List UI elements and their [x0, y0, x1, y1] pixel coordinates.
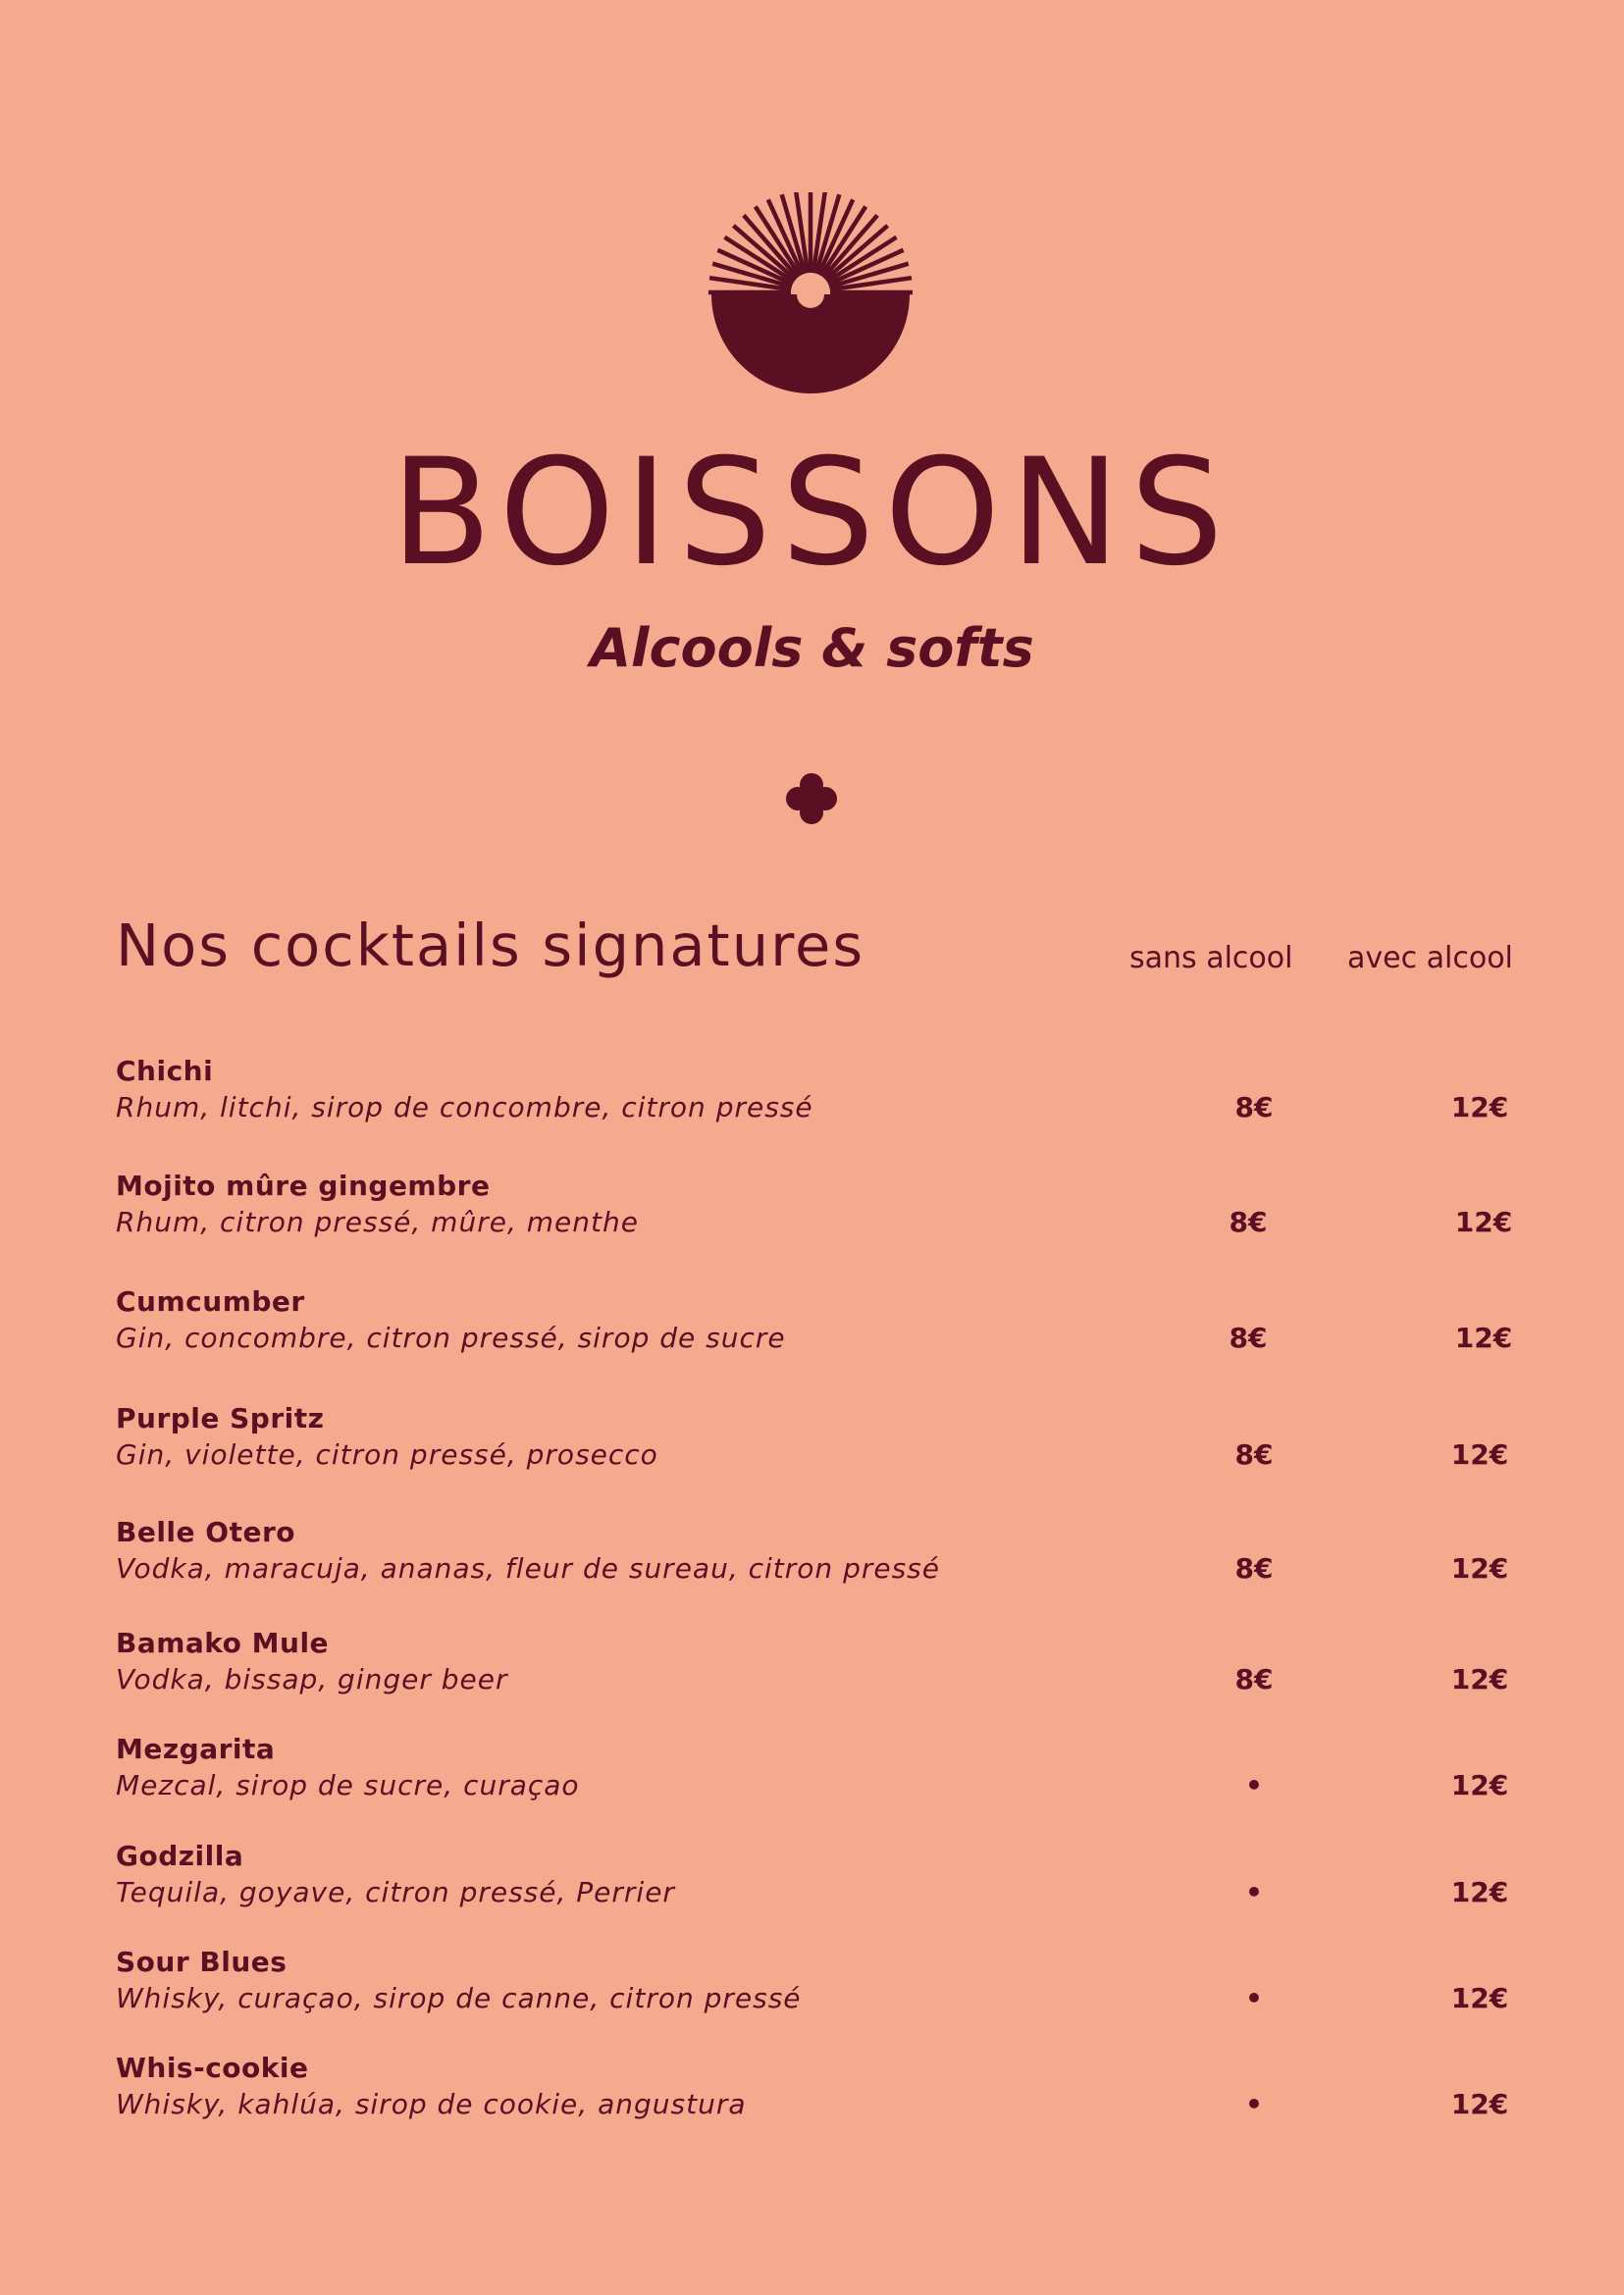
price-avec-alcool: 12€: [1450, 2088, 1509, 2120]
price-avec-alcool: 12€: [1450, 1982, 1509, 2014]
cocktail-ingredients: Rhum, citron pressé, mûre, menthe: [116, 1206, 639, 1238]
cocktail-name: Belle Otero: [116, 1516, 295, 1548]
cocktail-name: Bamako Mule: [116, 1627, 330, 1659]
column-header-avec-alcool: avec alcool: [1347, 941, 1513, 975]
cocktail-ingredients: Vodka, maracuja, ananas, fleur de sureau, citron pressé: [116, 1552, 940, 1585]
cocktail-name: Godzilla: [116, 1840, 244, 1872]
sunrise-logo-icon: [707, 192, 914, 398]
price-sans-alcool: 8€: [1229, 1206, 1268, 1238]
cocktail-ingredients: Gin, concombre, citron pressé, sirop de sucre: [116, 1322, 786, 1354]
menu-item: [0, 1627, 1624, 1705]
cocktail-ingredients: Gin, violette, citron pressé, prosecco: [116, 1438, 658, 1471]
price-sans-alcool: 8€: [1234, 1663, 1274, 1695]
menu-item: [0, 1840, 1624, 1918]
cocktail-ingredients: Vodka, bissap, ginger beer: [116, 1663, 508, 1695]
price-avec-alcool: 12€: [1454, 1322, 1513, 1354]
cocktail-name: Mezgarita: [116, 1733, 276, 1765]
cocktail-name: Sour Blues: [116, 1946, 288, 1978]
price-sans-alcool: 8€: [1234, 1438, 1274, 1471]
cocktail-name: Whis-cookie: [116, 2052, 309, 2084]
cocktail-ingredients: Rhum, litchi, sirop de concombre, citron pressé: [116, 1091, 813, 1123]
price-avec-alcool: 12€: [1454, 1206, 1513, 1238]
cocktail-name: Mojito mûre gingembre: [116, 1170, 491, 1202]
price-sans-alcool: 8€: [1234, 1552, 1274, 1585]
cocktail-name: Chichi: [116, 1055, 214, 1087]
page-subtitle: Alcools & softs: [590, 617, 1034, 679]
menu-item: [0, 1516, 1624, 1594]
price-sans-alcool: •: [1245, 1769, 1263, 1801]
price-avec-alcool: 12€: [1450, 1663, 1509, 1695]
price-sans-alcool: •: [1245, 1876, 1263, 1908]
cocktail-ingredients: Tequila, goyave, citron pressé, Perrier: [116, 1876, 675, 1908]
page-title: BOISSONS: [391, 428, 1233, 599]
cocktail-name: Cumcumber: [116, 1285, 305, 1318]
column-header-sans-alcool: sans alcool: [1129, 941, 1293, 975]
menu-item: [0, 1402, 1624, 1481]
cocktail-ingredients: Mezcal, sirop de sucre, curaçao: [116, 1769, 580, 1801]
price-avec-alcool: 12€: [1450, 1438, 1509, 1471]
menu-item: [0, 1170, 1624, 1248]
price-sans-alcool: •: [1245, 2088, 1263, 2120]
cocktail-ingredients: Whisky, kahlúa, sirop de cookie, angustura: [116, 2088, 747, 2120]
price-avec-alcool: 12€: [1450, 1769, 1509, 1801]
section-title: Nos cocktails signatures: [116, 912, 865, 979]
price-sans-alcool: 8€: [1234, 1091, 1274, 1123]
menu-item: [0, 1733, 1624, 1811]
menu-item: [0, 1055, 1624, 1133]
cocktail-ingredients: Whisky, curaçao, sirop de canne, citron pressé: [116, 1982, 802, 2014]
menu-item: [0, 2052, 1624, 2130]
menu-item: [0, 1946, 1624, 2024]
price-avec-alcool: 12€: [1450, 1091, 1509, 1123]
price-avec-alcool: 12€: [1450, 1552, 1509, 1585]
quatrefoil-ornament-icon: [783, 770, 840, 827]
cocktail-name: Purple Spritz: [116, 1402, 325, 1434]
price-sans-alcool: •: [1245, 1982, 1263, 2014]
price-avec-alcool: 12€: [1450, 1876, 1509, 1908]
price-sans-alcool: 8€: [1229, 1322, 1268, 1354]
menu-item: [0, 1285, 1624, 1364]
